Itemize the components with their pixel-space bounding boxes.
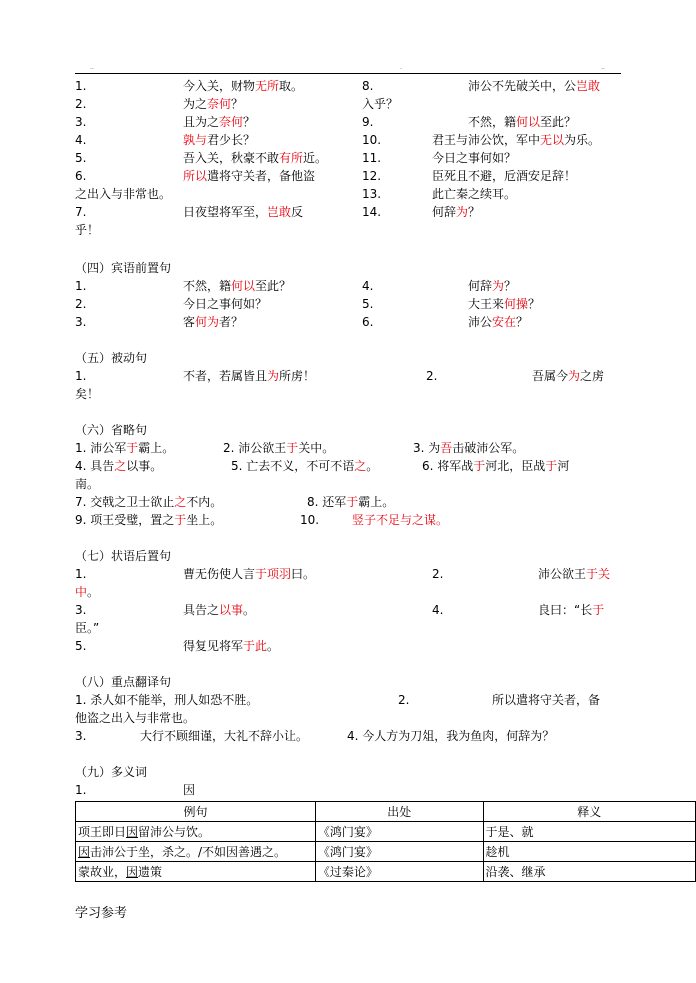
header-dots-left: .. (90, 64, 94, 71)
list-item: 1. 杀人如不能举，刑人如恐不胜。 (75, 693, 259, 707)
list-item: 8. 还军于霸上。 (307, 495, 395, 509)
list-item: 8. (362, 79, 374, 93)
list-item: 沛公欲王于关 (538, 567, 611, 581)
list-item: 3. 为吾击破沛公军。 (413, 441, 525, 455)
list-item: 2. (75, 297, 87, 311)
list-item: 何辞为？ (432, 205, 481, 219)
table-row (76, 822, 696, 842)
list-item: 3. (75, 315, 87, 329)
list-item: 2. (432, 567, 444, 581)
table-row (76, 842, 696, 862)
list-item: 9. 项王受璧，置之于坐上。 (75, 513, 223, 527)
example-cell: 因击沛公于坐，杀之。/不如因善遇之。 (76, 842, 316, 862)
list-item: 所以遣将守关者，备他盗 (183, 169, 316, 183)
list-item: 6. (75, 169, 87, 183)
list-item: 14. (362, 205, 382, 219)
section-heading: （五）被动句 (75, 351, 148, 365)
list-item: 吾属今为之虏 (532, 369, 605, 383)
header-dots-mid: . (400, 64, 402, 71)
list-item-continuation: 他盗之出入与非常也。 (75, 711, 196, 725)
section-heading: （八）重点翻译句 (75, 675, 172, 689)
list-item: 2. (426, 369, 438, 383)
list-item: 1. (75, 783, 87, 797)
list-item: 12. (362, 169, 382, 183)
list-item: 9. (362, 115, 374, 129)
section-heading: （七）状语后置句 (75, 549, 172, 563)
list-item: 1. 沛公军于霸上。 (75, 441, 175, 455)
table-row (76, 862, 696, 882)
list-item: 10. (300, 513, 320, 527)
list-item: 11. (362, 151, 382, 165)
list-item: 5. (75, 151, 87, 165)
list-item: 2. (75, 97, 87, 111)
meaning-cell: 于是、就 (483, 822, 695, 842)
list-item: 今日之事何如？ (432, 151, 517, 165)
list-item: 竖子不足与之谋。 (352, 513, 449, 527)
list-item: 6. 将军战于河北，臣战于河 (422, 459, 570, 473)
source-cell: 《鸿门宴》 (315, 822, 483, 842)
list-item: 日夜望将军至，岂敢反 (183, 205, 304, 219)
column-header: 出处 (315, 802, 483, 822)
list-item: 7. 交戟之卫士欲止之不内。 (75, 495, 223, 509)
list-item-continuation: 乎！ (75, 223, 100, 237)
list-item: 4. 具告之以事。 (75, 459, 163, 473)
section-heading: （九）多义词 (75, 765, 148, 779)
list-item: 此亡秦之续耳。 (432, 187, 517, 201)
header-rule (75, 73, 621, 74)
list-item: 4. (75, 133, 87, 147)
list-item: 客何为者？ (183, 315, 244, 329)
list-item-continuation: 臣。” (75, 621, 100, 635)
list-item: 何辞为？ (468, 279, 517, 293)
polysemy-word: 因 (183, 783, 196, 797)
section-heading: （六）省略句 (75, 423, 148, 437)
list-item: 1. (75, 567, 87, 581)
list-item: 孰与君少长？ (183, 133, 256, 147)
list-item: 大行不顾细谨，大礼不辞小让。 (140, 729, 309, 743)
list-item: 4. 今人方为刀俎，我为鱼肉，何辞为？ (347, 729, 555, 743)
table-header-row (76, 802, 696, 822)
list-item: 所以遣将守关者，备 (492, 693, 601, 707)
section-heading: （四）宾语前置句 (75, 261, 172, 275)
list-item: 为之奈何？ (183, 97, 244, 111)
list-item-continuation: 矣！ (75, 387, 100, 401)
column-header: 释义 (483, 802, 695, 822)
meaning-cell: 沿袭、继承 (483, 862, 695, 882)
list-item: 5. 亡去不义，不可不语之。 (231, 459, 379, 473)
list-item: 曹无伤使人言于项羽曰。 (183, 567, 316, 581)
list-item: 君王与沛公饮，军中无以为乐。 (432, 133, 601, 147)
list-item: 2. (398, 693, 410, 707)
list-item: 得复见将军于此。 (183, 639, 280, 653)
page-footer: 学习参考 (75, 906, 128, 921)
list-item: 臣死且不避，卮酒安足辞！ (432, 169, 577, 183)
list-item: 1. (75, 79, 87, 93)
list-item: 吾入关，秋豪不敢有所近。 (183, 151, 328, 165)
list-item: 4. (432, 603, 444, 617)
column-header: 例句 (76, 802, 316, 822)
list-item: 沛公不先破关中，公岂敢 (468, 79, 601, 93)
list-item: 5. (362, 297, 374, 311)
list-item: 良曰：“长于 (538, 603, 605, 617)
list-item: 7. (75, 205, 87, 219)
list-item: 13. (362, 187, 382, 201)
list-item: 大王来何操？ (468, 297, 541, 311)
source-cell: 《鸿门宴》 (315, 842, 483, 862)
list-item: 4. (362, 279, 374, 293)
list-item: 不然，籍何以至此？ (468, 115, 577, 129)
list-item: 不者，若属皆且为所虏！ (183, 369, 316, 383)
list-item: 且为之奈何？ (183, 115, 256, 129)
list-item: 具告之以事。 (183, 603, 256, 617)
example-cell: 蒙故业，因遗策 (76, 862, 316, 882)
header-dots-right: .. (601, 64, 605, 71)
meaning-cell: 趁机 (483, 842, 695, 862)
list-item-continuation: 入乎？ (362, 97, 399, 111)
list-item: 3. (75, 729, 87, 743)
list-item: 3. (75, 603, 87, 617)
polysemy-table (75, 801, 696, 882)
list-item: 不然，籍何以至此？ (183, 279, 292, 293)
list-item-continuation: 之出入与非常也。 (75, 187, 172, 201)
list-item: 今日之事何如？ (183, 297, 268, 311)
list-item: 1. (75, 279, 87, 293)
source-cell: 《过秦论》 (315, 862, 483, 882)
list-item: 2. 沛公欲王于关中。 (223, 441, 335, 455)
list-item: 3. (75, 115, 87, 129)
list-item: 10. (362, 133, 382, 147)
example-cell: 项王即日因留沛公与饮。 (76, 822, 316, 842)
list-item: 今入关，财物无所取。 (183, 79, 304, 93)
list-item: 6. (362, 315, 374, 329)
list-item: 1. (75, 369, 87, 383)
list-item-continuation: 中。 (75, 585, 100, 599)
list-item: 沛公安在？ (468, 315, 529, 329)
list-item: 5. (75, 639, 87, 653)
list-item-continuation: 南。 (75, 477, 100, 491)
